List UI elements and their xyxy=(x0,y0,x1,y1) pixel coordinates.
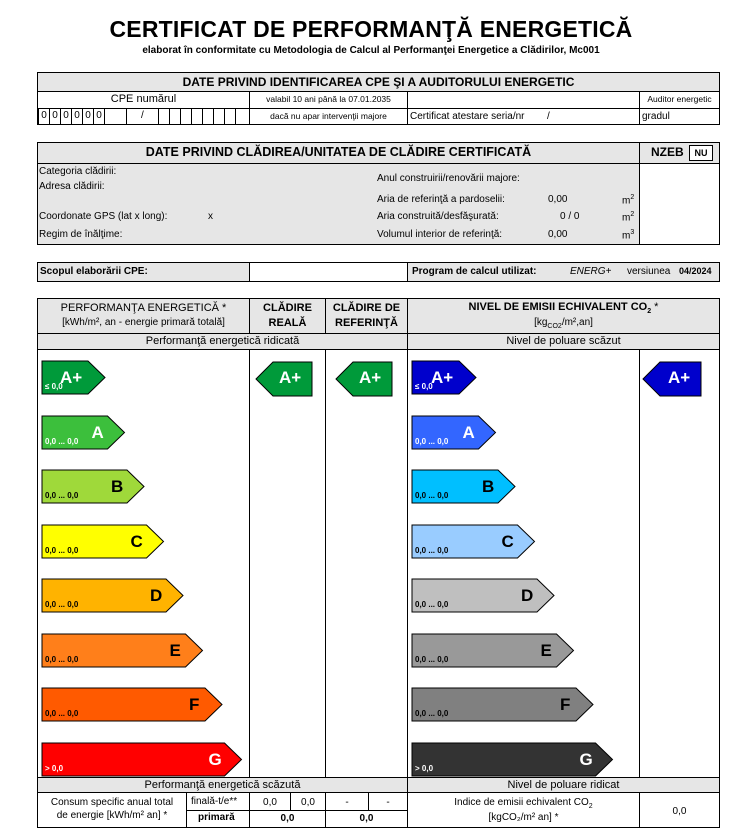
consumption-label-line2: de energie [kWh/m² an] * xyxy=(56,810,168,821)
cpe-slash: / xyxy=(126,109,158,124)
energy-class-letter: A+ xyxy=(60,368,83,387)
primary-ref-value: 0,0 xyxy=(359,813,374,824)
energy-class-range: 0,0 ... 0,0 xyxy=(45,709,79,718)
reference-building-title-2: REFERINŢĂ xyxy=(335,317,398,329)
emission-class-letter: A xyxy=(462,423,475,442)
cpe-empty-cell[interactable] xyxy=(202,109,213,124)
cpe-digit-cell[interactable]: 0 xyxy=(71,109,82,124)
emission-class-range: 0,0 ... 0,0 xyxy=(415,709,449,718)
nzeb-value[interactable]: NU xyxy=(689,145,713,161)
validity-line1: valabil 10 ani până la 07.01.2035 xyxy=(266,94,391,104)
emission-index-value: 0,0 xyxy=(672,806,687,817)
cpe-empty-cell[interactable] xyxy=(224,109,235,124)
low-performance-label: Performanţă energetică scăzută xyxy=(144,779,301,791)
low-pollution-label: Nivel de poluare scăzut xyxy=(506,335,621,347)
emissions-units: $[kg_{CO2}/m^2,an]$ xyxy=(534,317,593,330)
cpe-empty-cell[interactable] xyxy=(169,109,180,124)
energy-class-range: > 0,0 xyxy=(45,764,64,773)
page-subtitle: elaborat în conformitate cu Metodologia de Calcul al Performanţei Energetice a Clădirilor, Mc001 xyxy=(142,45,600,56)
primary-energy-label: primară xyxy=(198,812,235,823)
emission-class-range: 0,0 ... 0,0 xyxy=(415,655,449,664)
certificate-series-label: Certificat atestare seria/nr xyxy=(410,111,525,122)
interior-volume-unit: $m^3$ xyxy=(622,229,635,242)
emission-class-range: 0,0 ... 0,0 xyxy=(415,546,449,555)
energy-class-range: 0,0 ... 0,0 xyxy=(45,437,79,446)
gps-label: Coordonate GPS (lat x long): xyxy=(39,211,168,222)
emission-index-label-line2: [kgCO₂/m² an] * xyxy=(488,812,559,823)
emission-class-label: A+ xyxy=(668,368,691,387)
program-label: Program de calcul utilizat: xyxy=(412,266,537,277)
emission-class-range: 0,0 ... 0,0 xyxy=(415,491,449,500)
floor-area-unit: $m^2$ xyxy=(622,194,635,207)
cpe-digit-cell[interactable]: 0 xyxy=(49,109,60,124)
energy-performance-title: PERFORMANŢA ENERGETICĂ * xyxy=(60,302,227,314)
certificate-series-slash: / xyxy=(547,111,550,122)
energy-class-range: 0,0 ... 0,0 xyxy=(45,546,79,555)
gps-value: x xyxy=(208,211,213,222)
energy-class-letter: E xyxy=(169,641,181,660)
final-ref-value-2: - xyxy=(386,797,390,808)
emission-class-letter: A+ xyxy=(431,368,454,387)
cpe-empty-cell[interactable] xyxy=(180,109,191,124)
emission-class-letter: F xyxy=(560,695,571,714)
cpe-digit-cell[interactable]: 0 xyxy=(82,109,93,124)
energy-performance-units: [kWh/m², an - energie primară totală] xyxy=(62,317,225,328)
program-name: ENERG+ xyxy=(570,266,612,277)
reference-building-title-1: CLĂDIRE DE xyxy=(332,302,401,314)
emission-class-letter: G xyxy=(579,750,593,769)
version-label: versiunea xyxy=(627,266,671,277)
cpe-digit-cell[interactable]: 0 xyxy=(93,109,104,124)
auditor-label: Auditor energetic xyxy=(647,94,712,104)
emissions-title: NIVEL DE EMISII ECHIVALENT $CO_2$ * xyxy=(468,301,659,316)
cpe-empty-cell[interactable] xyxy=(191,109,202,124)
cpe-digit-cell[interactable]: 0 xyxy=(38,109,49,124)
built-area-value: 0 / 0 xyxy=(560,211,580,222)
high-performance-label: Performanţă energetică ridicată xyxy=(145,335,300,347)
page-title: CERTIFICAT DE PERFORMANŢĂ ENERGETICĂ xyxy=(109,16,633,42)
emission-class-letter: C xyxy=(501,532,514,551)
energy-class-range: ≤ 0,0 xyxy=(45,382,63,391)
emission-class-range: 0,0 ... 0,0 xyxy=(415,437,449,446)
real-building-title-2: REALĂ xyxy=(268,317,307,329)
emission-class-letter: E xyxy=(540,641,552,660)
reference-building-class-label: A+ xyxy=(359,368,382,387)
built-area-unit: $m^2$ xyxy=(622,211,635,224)
emission-class-letter: B xyxy=(482,477,495,496)
consumption-label-line1: Consum specific anual total xyxy=(50,797,174,808)
energy-class-range: 0,0 ... 0,0 xyxy=(45,600,79,609)
real-building-title-1: CLĂDIRE xyxy=(263,302,312,314)
final-energy-label: finală-t/e** xyxy=(191,796,238,807)
energy-class-range: 0,0 ... 0,0 xyxy=(45,491,79,500)
energy-class-letter: G xyxy=(208,750,222,769)
primary-real-value: 0,0 xyxy=(280,813,295,824)
cpe-empty-cell[interactable] xyxy=(104,109,126,124)
version-value: 04/2024 xyxy=(679,266,712,276)
cpe-empty-cell[interactable] xyxy=(213,109,224,124)
energy-class-range: 0,0 ... 0,0 xyxy=(45,655,79,664)
built-area-label: Aria construită/desfăşurată: xyxy=(377,211,499,222)
energy-class-letter: B xyxy=(111,477,124,496)
energy-class-letter: F xyxy=(189,695,200,714)
emission-class-range: ≤ 0,0 xyxy=(415,382,433,391)
emission-index-label-line1: Indice de emisii echivalent $CO_2$ xyxy=(454,797,593,810)
floor-area-label: Aria de referinţă a pardoselii: xyxy=(377,194,505,205)
cpe-number-label: CPE numărul xyxy=(110,93,177,105)
emission-class-letter: D xyxy=(521,586,534,605)
energy-class-letter: A xyxy=(91,423,104,442)
building-section-heading: DATE PRIVIND CLĂDIREA/UNITATEA DE CLĂDIRE CERTIFICATĂ xyxy=(145,145,532,159)
cpe-section-heading: DATE PRIVIND IDENTIFICAREA CPE ŞI A AUDITORULUI ENERGETIC xyxy=(182,75,575,89)
building-category-label: Categoria clădirii: xyxy=(39,166,117,177)
energy-class-letter: D xyxy=(150,586,163,605)
construction-year-label: Anul construirii/renovării majore: xyxy=(377,173,520,184)
cpe-empty-cell[interactable] xyxy=(158,109,169,124)
height-regime-label: Regim de înălţime: xyxy=(39,229,123,240)
emission-class-range: 0,0 ... 0,0 xyxy=(415,600,449,609)
cpe-empty-cell[interactable] xyxy=(235,109,249,124)
interior-volume-value: 0,00 xyxy=(548,229,568,240)
final-real-value-2: 0,0 xyxy=(301,797,315,808)
emission-class-range: > 0,0 xyxy=(415,764,434,773)
scope-label: Scopul elaborării CPE: xyxy=(40,266,148,277)
high-pollution-label: Nivel de poluare ridicat xyxy=(507,779,620,791)
auditor-grade-label: gradul xyxy=(642,111,670,122)
interior-volume-label: Volumul interior de referinţă: xyxy=(377,229,503,240)
building-address-label: Adresa clădirii: xyxy=(39,181,105,192)
energy-class-letter: C xyxy=(130,532,143,551)
nzeb-label: NZEB xyxy=(651,145,684,159)
floor-area-value: 0,00 xyxy=(548,194,568,205)
final-ref-value-1: - xyxy=(345,797,349,808)
real-building-class-label: A+ xyxy=(279,368,302,387)
final-real-value-1: 0,0 xyxy=(263,797,277,808)
validity-line2: dacă nu apar intervenţii majore xyxy=(270,111,387,121)
cpe-digit-cell[interactable]: 0 xyxy=(60,109,71,124)
